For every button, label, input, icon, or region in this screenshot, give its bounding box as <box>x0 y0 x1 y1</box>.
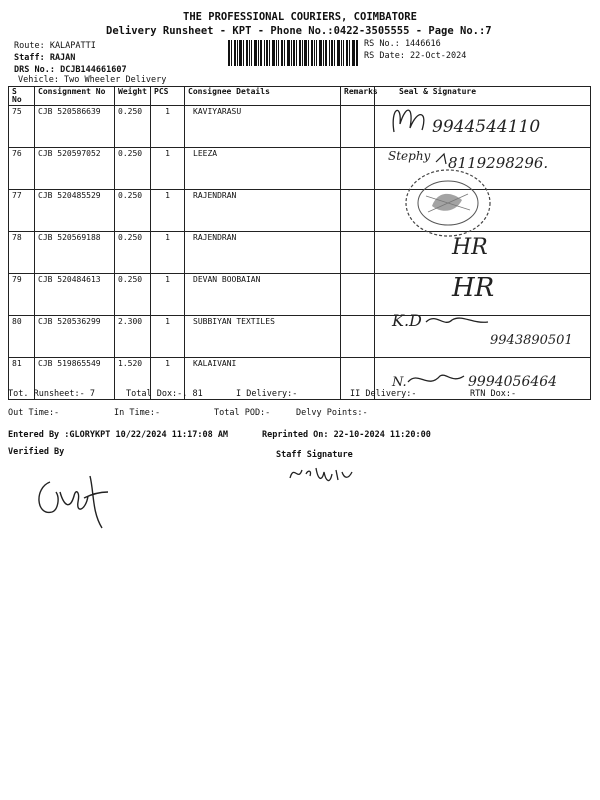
cell-weight: 0.250 <box>115 232 151 274</box>
cell-consignment: CJB 520597052 <box>35 148 115 190</box>
rs-number: RS No.: 1446616 <box>364 39 441 49</box>
cell-weight: 1.520 <box>115 358 151 400</box>
cell-pcs: 1 <box>151 190 185 232</box>
signature-row-79 <box>452 264 552 304</box>
cell-weight: 0.250 <box>115 190 151 232</box>
cell-remarks <box>341 148 375 190</box>
total-pod: Total POD:- <box>214 408 271 418</box>
col-header-consignee: Consignee Details <box>185 87 341 106</box>
cell-consignee: LEEZA <box>185 148 341 190</box>
total-dox: Total Dox:-. 81 <box>126 389 203 399</box>
cell-remarks <box>341 274 375 316</box>
cell-sno: 81 <box>9 358 35 400</box>
staff-signature <box>286 458 366 488</box>
col-header-sno: S No <box>9 87 35 106</box>
cell-consignment: CJB 520485529 <box>35 190 115 232</box>
second-delivery: II Delivery:- <box>350 389 417 399</box>
runsheet-title: Delivery Runsheet - KPT - Phone No.:0422-3505555 - Page No.:7 <box>106 25 492 37</box>
out-time: Out Time:- <box>8 408 60 418</box>
cell-consignment: CJB 520569188 <box>35 232 115 274</box>
cell-consignee: KALAIVANI <box>185 358 341 400</box>
signature-75-phone: 9944544110 <box>432 117 541 137</box>
col-header-weight: Weight <box>115 87 151 106</box>
signature-80-phone: 9943890501 <box>490 333 573 348</box>
cell-remarks <box>341 316 375 358</box>
cell-sno: 77 <box>9 190 35 232</box>
cell-sno: 76 <box>9 148 35 190</box>
cell-sno: 75 <box>9 106 35 148</box>
signature-row-75 <box>388 98 588 142</box>
delivery-points: Delvy Points:- <box>296 408 368 418</box>
drs-label: DRS No.: <box>14 65 55 75</box>
first-delivery: I Delivery:- <box>236 389 298 399</box>
drs-value: DCJB144661607 <box>60 65 127 75</box>
signature-81-phone: 9994056464 <box>468 374 558 390</box>
cell-remarks <box>341 106 375 148</box>
signature-76-name: Stephy <box>388 149 431 163</box>
entered-by: Entered By :GLORYKPT 10/22/2024 11:17:08 AM <box>8 430 229 440</box>
cell-pcs: 1 <box>151 106 185 148</box>
cell-pcs: 1 <box>151 316 185 358</box>
cell-pcs: 1 <box>151 274 185 316</box>
cell-sno: 78 <box>9 232 35 274</box>
cell-consignment: CJB 519865549 <box>35 358 115 400</box>
cell-consignee: RAJENDRAN <box>185 190 341 232</box>
drs-number <box>14 65 127 75</box>
cell-consignee: DEVAN BOOBAIAN <box>185 274 341 316</box>
cell-consignment: CJB 520484613 <box>35 274 115 316</box>
cell-weight: 0.250 <box>115 274 151 316</box>
signature-76-phone: 8119298296. <box>448 154 549 172</box>
cell-consignee: KAVIYARASU <box>185 106 341 148</box>
cell-consignee: RAJENDRAN <box>185 232 341 274</box>
cell-weight: 0.250 <box>115 106 151 148</box>
signature-78-text: HR <box>452 235 488 260</box>
signature-79-text: HR <box>452 273 495 303</box>
cell-sno: 79 <box>9 274 35 316</box>
signature-row-78 <box>452 228 542 262</box>
cell-remarks <box>341 190 375 232</box>
signature-80-name: K.D <box>392 311 422 330</box>
cell-pcs: 1 <box>151 148 185 190</box>
return-dox: RTN Dox:- <box>470 389 517 399</box>
col-header-seal-signature: Seal & Signature <box>375 87 591 106</box>
reprinted-on: Reprinted On: 22-10-2024 11:20:00 <box>262 430 431 440</box>
signature-81-name: N. <box>392 375 407 390</box>
staff-signature-label: Staff Signature <box>276 450 353 460</box>
cell-pcs: 1 <box>151 358 185 400</box>
verified-by-signature <box>30 462 120 534</box>
company-name: THE PROFESSIONAL COURIERS, COIMBATORE <box>183 11 417 23</box>
cell-weight: 0.250 <box>115 148 151 190</box>
vehicle-label: Vehicle: Two Wheeler Delivery <box>18 75 167 85</box>
col-header-consignment: Consignment No <box>35 87 115 106</box>
cell-weight: 2.300 <box>115 316 151 358</box>
total-runsheet: Tot. Runsheet:- 7 <box>8 389 95 399</box>
signature-row-80 <box>392 304 592 352</box>
col-header-remarks: Remarks <box>341 87 375 106</box>
cell-sno: 80 <box>9 316 35 358</box>
col-header-pcs: PCS <box>151 87 185 106</box>
cell-consignment: CJB 520586639 <box>35 106 115 148</box>
verified-by-label: Verified By <box>8 447 65 457</box>
in-time: In Time:- <box>114 408 161 418</box>
staff-label: Staff: RAJAN <box>14 53 76 63</box>
cell-remarks <box>341 232 375 274</box>
rs-date: RS Date: 22-Oct-2024 <box>364 51 467 61</box>
cell-pcs: 1 <box>151 232 185 274</box>
route-label: Route: KALAPATTI <box>14 41 96 51</box>
cell-consignee: SUBBIYAN TEXTILES <box>185 316 341 358</box>
table-row <box>9 190 591 232</box>
cell-consignment: CJB 520536299 <box>35 316 115 358</box>
barcode <box>228 40 358 66</box>
